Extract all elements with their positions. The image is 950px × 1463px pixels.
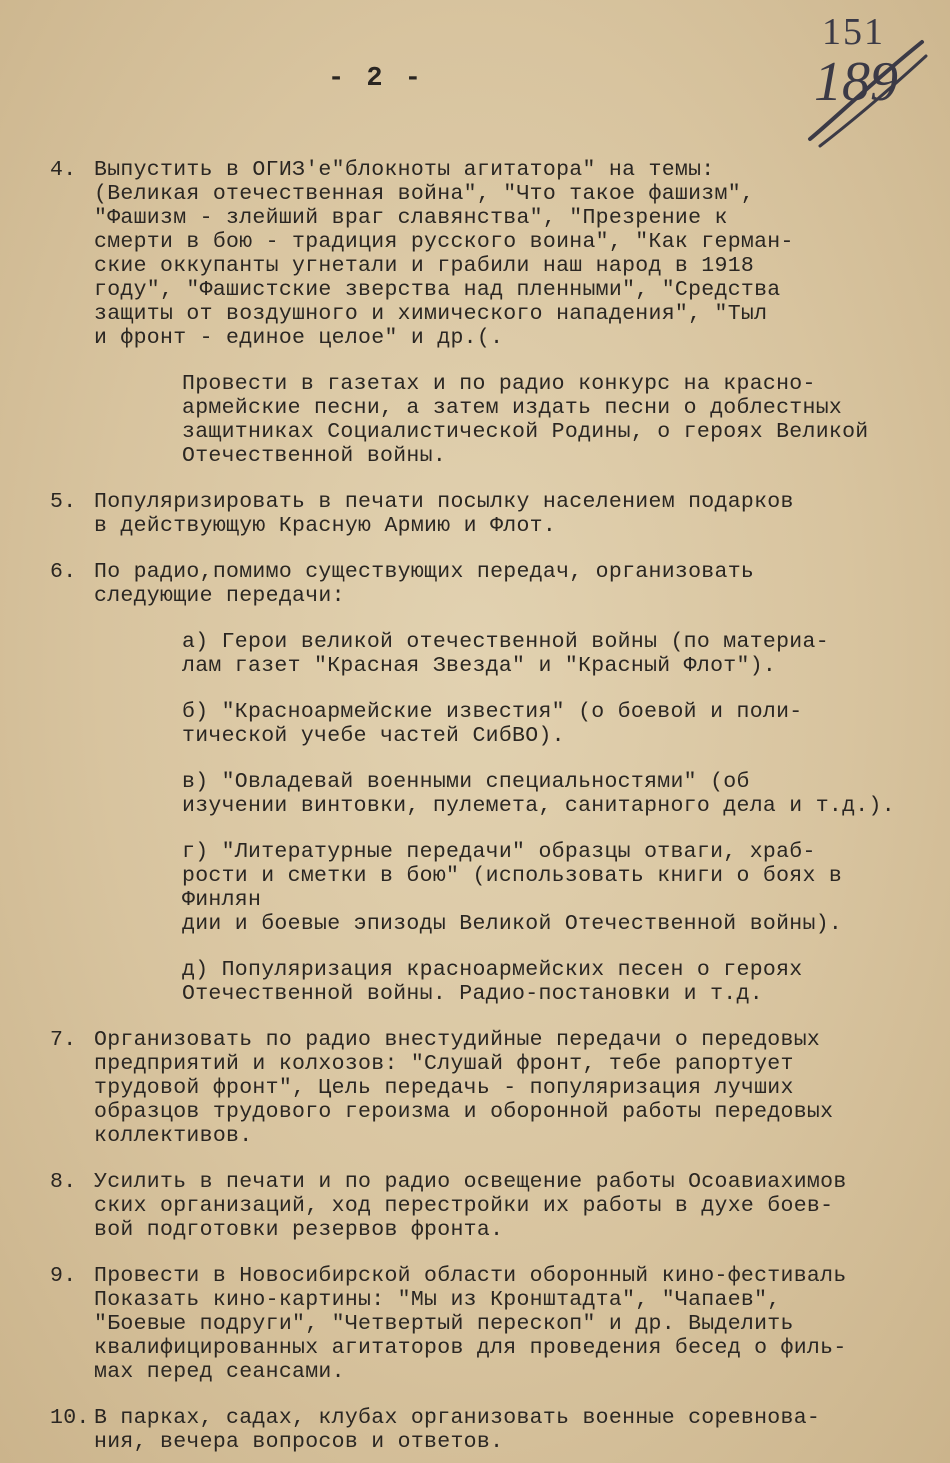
item-number: 10. [50, 1406, 90, 1430]
item-paragraph: Популяризировать в печати посылку населением подарков в действующую Красную Армию и Флот. [94, 490, 794, 538]
list-item [50, 158, 920, 468]
list-item [50, 1264, 920, 1384]
list-item [50, 1028, 920, 1148]
item-number: 6. [50, 560, 77, 584]
archive-sheet-number: 151 [822, 11, 885, 53]
item-list [50, 158, 920, 1463]
item-number: 9. [50, 1264, 77, 1288]
list-item [50, 1170, 920, 1242]
list-item [50, 560, 920, 1006]
item-number: 4. [50, 158, 77, 182]
item-paragraph: По радио,помимо существующих передач, организовать следующие передачи: [94, 560, 755, 608]
archive-old-sheet-number: 189 [814, 51, 898, 113]
item-number: 5. [50, 490, 77, 514]
item-paragraph: Усилить в печати и по радио освещение работы Осоавиахимов ских организаций, ход перестройки их работы в духе боев- вой подготовки резервов фронта. [94, 1170, 847, 1242]
list-item [50, 1406, 920, 1454]
item-paragraph: Выпустить в ОГИЗ'е"блокноты агитатора" на темы: (Великая отечественная война", "Что такое фашизм", "Фашизм - злейший враг славянства", "Презрение к смерти в бою - традиция русского воина", "Как герман- ские оккупанты угнетали и грабили наш народ в 1918 году", "Фашистские зверства над пленными", "Средства защиты от воздушного и химического нападения", "Тыл и фронт - единое целое" и др.(. [94, 158, 794, 350]
item-paragraph: Провести в газетах и по радио конкурс на красно- армейские песни, а затем издать песни о доблестных защитниках Социалистической Родины, о героях Великой Отечественной войны. [182, 372, 869, 468]
item-paragraph: в) "Овладевай военными специальностями" (об изучении винтовки, пулемета, санитарного дела и т.д.). [182, 770, 895, 818]
item-paragraph: Провести в Новосибирской области оборонный кино-фестиваль Показать кино-картины: "Мы из Кронштадта", "Чапаев", "Боевые подруги", "Четвертый перескоп" и др. Выделить квалифицированных агитаторов для проведения бесед о филь- мах перед сеансами. [94, 1264, 847, 1384]
page-number: - 2 - [327, 64, 424, 94]
item-paragraph: д) Популяризация красноармейских песен о героях Отечественной войны. Радио-постановки и т.д. [182, 958, 803, 1006]
strike-through-mark [800, 34, 930, 154]
item-paragraph: В парках, садах, клубах организовать военные соревнова- ния, вечера вопросов и ответов. [94, 1406, 821, 1454]
item-paragraph: а) Герои великой отечественной войны (по материа- лам газет "Красная Звезда" и "Красный Флот"). [182, 630, 829, 678]
item-paragraph: г) "Литературные передачи" образцы отваги, храб- рости и сметки в бою" (использовать книги о боях в Финлян дии и боевые эпизоды Великой Отечественной войны). [182, 840, 843, 936]
item-paragraph: Организовать по радио внестудийные передачи о передовых предприятий и колхозов: "Слушай фронт, тебе рапортует трудовой фронт", Цель передачь - популяризация лучших образцов трудового героизма и оборонной работы передовых коллективов. [94, 1028, 834, 1148]
item-number: 8. [50, 1170, 77, 1194]
list-item [50, 490, 920, 538]
item-number: 7. [50, 1028, 77, 1052]
item-paragraph: б) "Красноармейские известия" (о боевой и поли- тической учебе частей СибВО). [182, 700, 803, 748]
